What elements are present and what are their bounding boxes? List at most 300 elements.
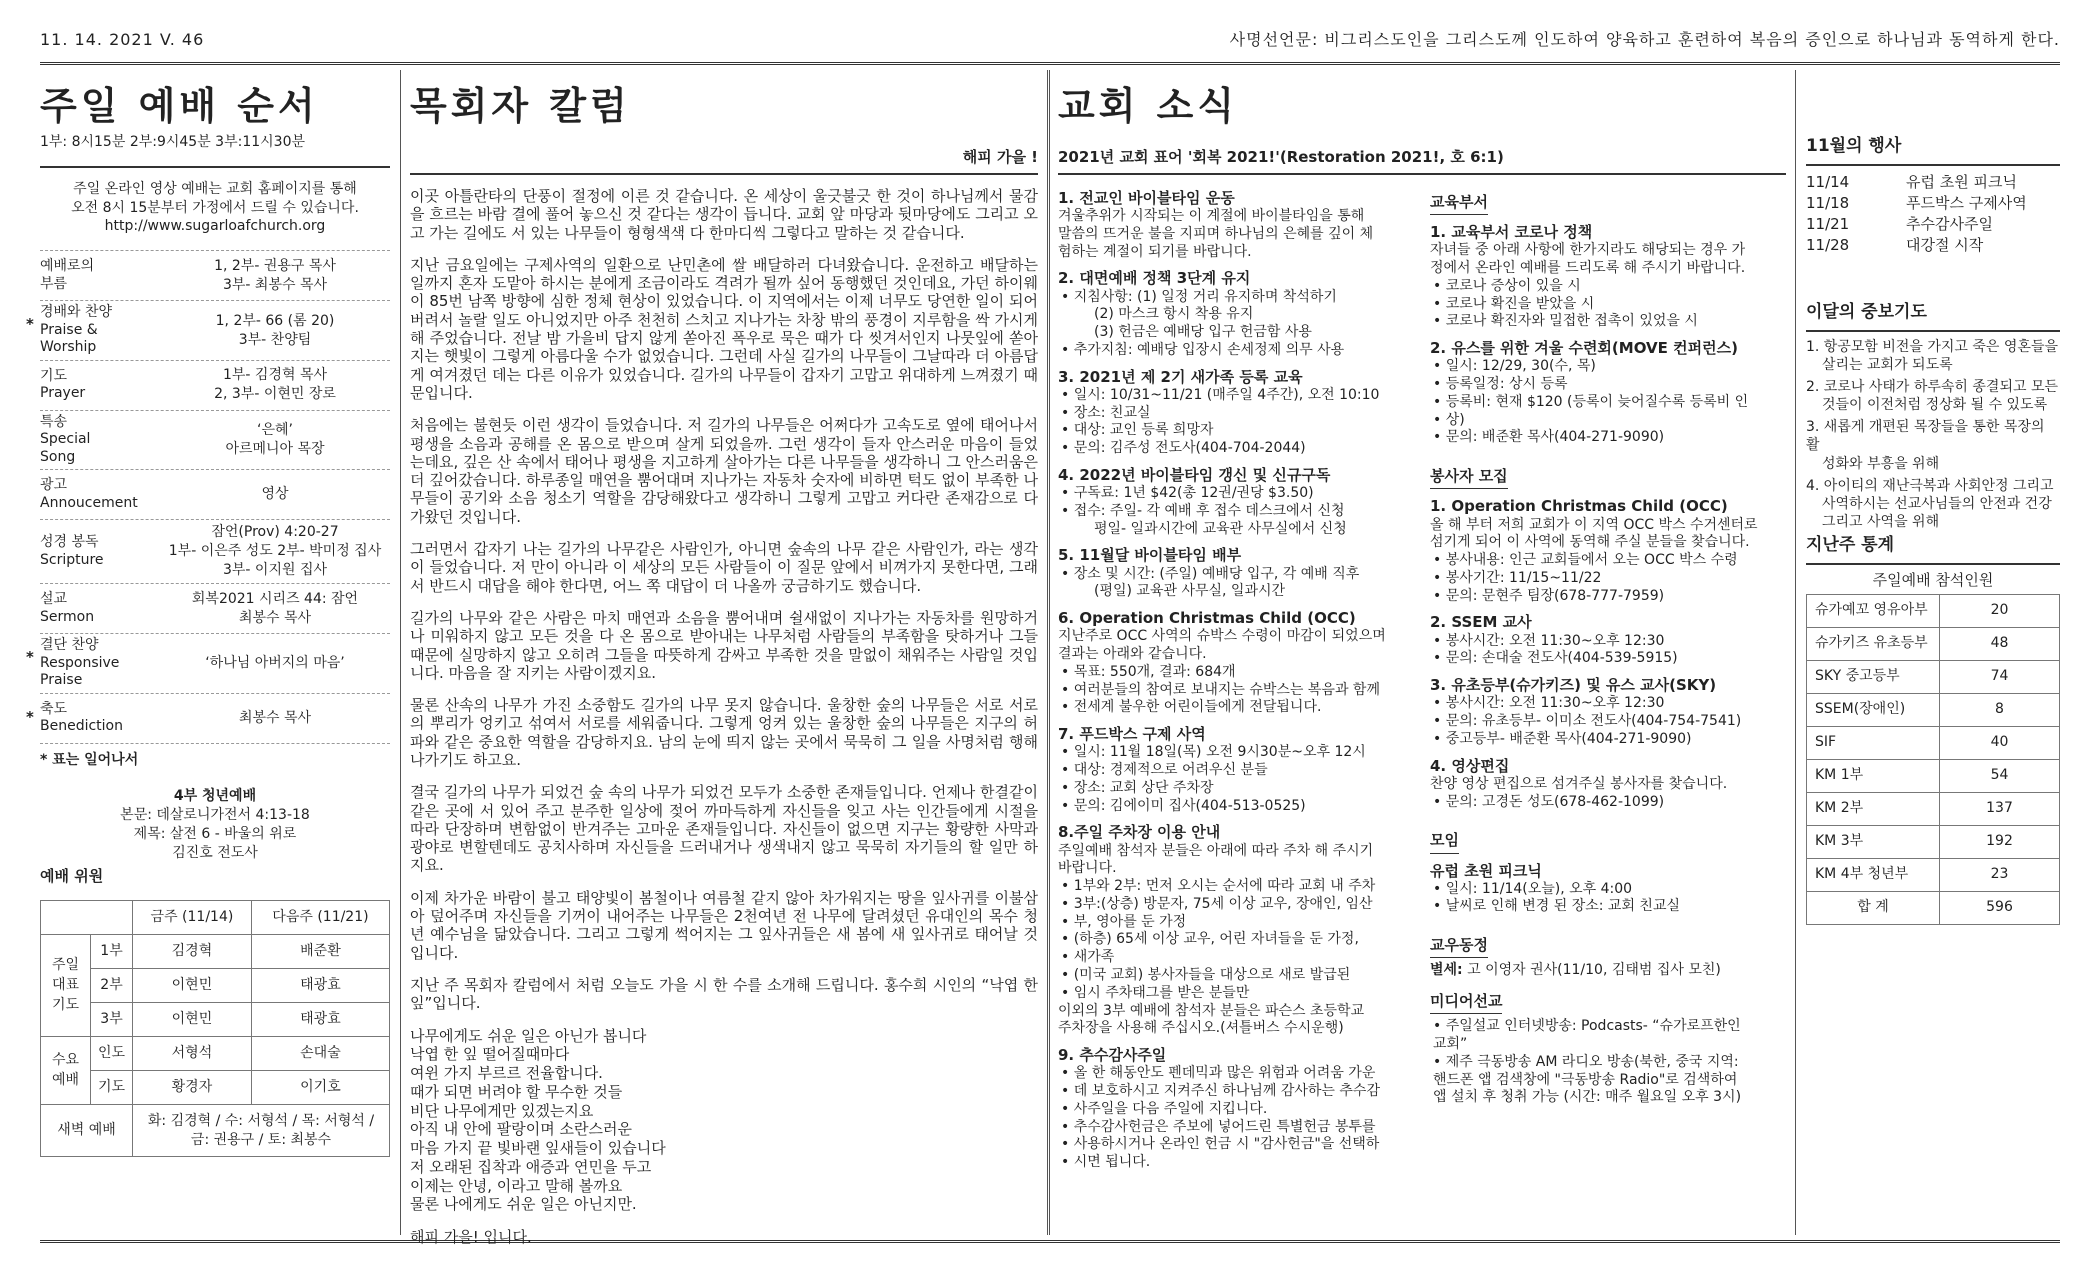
order-value [160,366,390,404]
stats-row [1807,595,2060,628]
news-item-title: 2. 대면예배 정책 3단계 유지 [1058,269,1251,288]
news-group-title: 모임 [1430,831,1459,853]
news-bullet-text: 상) [1445,411,1465,428]
news-bullet: • 지침사항: (1) 일정 거리 유지하며 착석하기 [1061,288,1337,305]
news-bullet-text: 봉사내용: 인근 교회들에서 오는 OCC 박스 수령 [1445,552,1738,569]
news-item-title: 유럽 초원 피크닉 [1430,861,1542,880]
order-value [160,312,390,350]
poem-line: 나무에게도 쉬운 일은 아닌가 봅니다 [410,1026,647,1045]
prayer-line: 성화와 부흥을 위해 [1822,455,1940,472]
prayer-line: 그리고 사역을 위해 [1822,514,1940,531]
church-theme: 2021년 교회 표어 '회복 2021!'(Restoration 2021!, 호 6:1) [1058,147,1504,166]
news-bullet: • 문의: 배준환 목사(404-271-9090) [1433,429,1665,446]
news-bullet-text: 코로나 증상이 있을 시 [1445,277,1581,294]
news-bullet-text: 목표: 550개, 결과: 684개 [1073,663,1236,680]
roles-group-prayer: 주일 대표 기도 [41,935,91,1037]
pastor-column [410,70,1038,1247]
news-text: 험하는 계절이 되기를 바랍니다. [1058,243,1252,260]
top-rule [40,62,2060,65]
news-bullet: • 문의: 고경돈 성도(678-462-1099) [1433,793,1665,810]
order-value-line: 3부- 찬양팀 [238,331,312,348]
news-right [1430,181,1786,1180]
order-value-line: 1부- 김경혁 목사 [222,367,327,384]
news-bullet: • 코로나 확진을 받았을 시 [1433,295,1595,312]
order-label [40,637,160,690]
news-item [1058,189,1416,261]
bottom-rule [40,1240,2060,1243]
order-label-line: Annoucement [40,494,138,511]
order-label-line: 결단 찬양 [40,637,99,654]
stand-marker: * [26,315,34,334]
news-bullet: • 추수감사헌금은 주보에 넣어드린 특별헌금 봉투를 [1061,1118,1376,1135]
roles-cell: 태광효 [251,1003,389,1037]
news-bullet-text: 문의: 김에이미 집사(404-513-0525) [1073,797,1306,814]
news-item-title: 4. 2022년 바이블타임 갱신 및 신규구독 [1058,465,1331,484]
youth-service-line: 김진호 전도사 [172,845,258,862]
news-item [1058,823,1416,1038]
news-bullet-text: 일시: 10/31~11/21 (매주일 4주간), 오전 10:10 [1073,386,1380,403]
order-label-line: 특송 [40,413,68,430]
poem-line: 여윈 가지 부르르 전율합니다. [410,1064,603,1083]
roles-cell: 이현민 [133,969,252,1003]
news-bullet-text: 문의: 고경돈 성도(678-462-1099) [1445,793,1665,810]
media-text: 제주 극동방송 AM 라디오 방송(북한, 중국 지역: [1445,1053,1739,1070]
prayer-line: 2. 코로나 사태가 하루속히 종결되고 모든 [1806,378,2058,395]
news-bullet-text: 봉사시간: 오전 11:30~오후 12:30 [1445,632,1665,649]
stats-name: KM 2부 [1807,793,1940,826]
order-item [26,300,390,360]
news-left [1058,181,1416,1180]
news-bullet: • 일시: 12/29, 30(수, 목) [1433,358,1596,375]
stats-name: 슈가키즈 유초등부 [1807,628,1940,661]
media-text: 앱 설치 후 청취 가능 (시간: 매주 월요일 오후 3시) [1433,1089,1742,1106]
order-value [160,257,390,295]
stats-value: 54 [1940,760,2060,793]
order-label-line: Worship [40,339,97,356]
order-value [160,590,390,628]
column-paragraph: 결국 길가의 나무가 되었건 숲 속의 나무가 되었건 모두가 소중한 존재들입니다. 언제나 한결같이 같은 곳에 서 있어 주고 분주한 일상에 젖어 까마득하게 자신들을 잊고 사는 인간들에게 시절을 따라 단장하며 변함없이 반겨주는 고마운 존재들입니다. 자신들이 없으면 지구는 황량한 사막과 광야로 변할텐데도 공치사하며 자신들을 드러내거나 생색내지 않고 묵묵히 자기들의 할 일만 하지요. [410,783,1038,875]
order-value [160,421,390,459]
prayer-item [1806,378,2060,414]
order-item [40,410,390,470]
events-list [1806,172,2060,256]
news-bullet-text: 장소 및 시간: (주일) 예배당 입구, 각 예배 직후 [1073,565,1360,582]
news-bullet-text: (미국 교회) 봉사자들을 대상으로 새로 발급된 [1073,966,1351,983]
order-label-line: Responsive [40,654,120,671]
news-bullet: • 코로나 확진자와 밀접한 접촉이 있었을 시 [1433,313,1698,330]
news-text: 섬기게 되어 이 사역에 동역해 주실 분들을 찾습니다. [1430,534,1750,551]
stats-row [1807,628,2060,661]
poem [410,1027,1038,1215]
order-item [40,250,390,300]
news-item [1430,223,1786,331]
news-bullet: • 봉사내용: 인근 교회들에서 오는 OCC 박스 수령 [1433,552,1738,569]
roles-part: 1부 [91,935,133,969]
poem-line: 비단 나무에게만 있겠는지요 [410,1101,594,1120]
news-item [1430,862,1786,917]
event-row [1806,214,2060,235]
stats-value: 74 [1940,661,2060,694]
order-label-line: 축도 [40,700,68,717]
column-paragraph: 처음에는 불현듯 이런 생각이 들었습니다. 저 길가의 나무들은 어쩌다가 고속도로 옆에 태어나서 평생을 소음과 공해를 온 몸으로 받으며 살게 되었을까. 그런 생각이 들자 안스러운 마음이 들었는데요, 깊은 산 속에서 태어나 평생을 지고하게 살아가는 다른 나무들을 생각하니 그 안스러움은 더 깊어갔습니다. 하루종일 매연을 뿜어대며 지나가는 자동차 숫자에 비하면 턱도 없이 부족한 나무들이 공기와 소음 청소기 역할을 감당해왔다고 생각하니 그렇게 고맙고 커다란 존재감으로 다가왔던 것입니다. [410,416,1038,526]
divider-1 [400,70,401,1235]
stats-row [1807,727,2060,760]
news-text: 바랍니다. [1058,860,1117,877]
roles-part: 3부 [91,1003,133,1037]
stats-value: 23 [1940,859,2060,892]
stats-total-label: 합 계 [1807,892,1940,925]
news-bullet: • 사용하시거나 온라인 헌금 시 "감사헌금"을 선택하 [1061,1136,1380,1153]
order-label [40,591,160,626]
news-bullet-text: 구독료: 1년 $42(총 12권/권당 $3.50) [1073,485,1314,502]
news-bullet-text: (하층) 65세 이상 교우, 어린 자녀들을 둔 가정, [1073,931,1359,948]
news-bullet: • 여러분들의 참여로 보내지는 슈박스는 복음과 함께 [1061,681,1380,698]
news-bullet-text: 시면 됩니다. [1073,1154,1151,1171]
stats-value: 8 [1940,694,2060,727]
stats-row [1807,661,2060,694]
order-value-line: 잠언(Prov) 4:20-27 [211,524,339,541]
news-bullet-text: 일시: 11/14(오늘), 오후 4:00 [1445,880,1633,897]
news-item-title: 2. SSEM 교사 [1430,613,1532,632]
news-bullet: • 중고등부- 배준환 목사(404-271-9090) [1433,730,1692,747]
stats-total-row [1807,892,2060,925]
news-bullet: • 올 한 해동안도 펜데믹과 많은 위험과 어려움 가운 [1061,1065,1376,1082]
event-date: 11/21 [1806,214,1850,233]
roles-cell: 배준환 [251,935,389,969]
news-bullet-text: 추가지침: 예배당 입장시 손세정제 의무 사용 [1073,341,1345,358]
media-text: 핸드폰 앱 검색창에 "극동방송 Radio"로 검색하여 [1433,1071,1738,1088]
roles-part: 기도 [91,1071,133,1105]
news-item-title: 2. 유스를 위한 겨울 수련회(MOVE 컨퍼런스) [1430,339,1738,358]
order-label-line: 기도 [40,367,68,384]
stats-row [1807,793,2060,826]
stats-total-value: 596 [1940,892,2060,925]
worship-order-column [26,70,390,1235]
order-item [40,583,390,633]
stats-name: SKY 중고등부 [1807,661,1940,694]
events-title: 11월의 행사 [1806,136,1902,156]
news-bullet: • 새가족 [1061,949,1115,966]
order-label [40,368,160,403]
stats-value: 48 [1940,628,2060,661]
event-row [1806,235,2060,256]
news-bullet: • 문의: 김에이미 집사(404-513-0525) [1061,797,1306,814]
news-bullet-text: 대상: 교인 등록 희망자 [1073,422,1214,439]
news-bullet: • 부, 영아를 둔 가정 [1061,913,1187,930]
news-bullet-text: 문의: 문현주 팀장(678-777-7959) [1445,587,1665,604]
news-bullet-text: 일시: 11월 18일(목) 오전 9시30분~오후 12시 [1073,744,1366,761]
prayer-line: 4. 아이티의 재난극복과 사회안정 그리고 [1806,477,2054,494]
website-link[interactable]: http://www.sugarloafchurch.org [104,218,326,235]
stand-marker: * [26,707,34,726]
news-item [1058,546,1416,601]
roles-head-next-week: 다음주 (11/21) [251,901,389,935]
news-group-title: 봉사자 모집 [1430,467,1508,489]
poem-line: 마음 가지 끝 빛바랜 잎새들이 있습니다 [410,1139,666,1158]
stats-row [1807,694,2060,727]
prayer-item [1806,338,2060,374]
order-value-line: 1, 2부- 권용구 목사 [214,257,336,274]
online-notice-line: 오전 8시 15분부터 가정에서 드릴 수 있습니다. [71,199,359,216]
roles-table [40,900,390,1157]
divider-2 [1047,70,1050,1235]
stats-row [1807,859,2060,892]
news-bullet: • 일시: 11월 18일(목) 오전 9시30분~오후 12시 [1061,744,1366,761]
news-bullet: • 문의: 유초등부- 이미소 전도사(404-754-7541) [1433,713,1742,730]
news-bullet-text: 사주일을 다음 주일에 지킵니다. [1073,1100,1268,1117]
order-value-line: 1부- 이은주 성도 2부- 박미정 집사 [168,543,382,560]
order-label-line: Special [40,431,91,448]
prayer-item [1806,418,2060,473]
column-paragraph: 길가의 나무와 같은 사람은 마치 매연과 소음을 뿜어내며 쉴새없이 지나가는 자동차를 원망하거나 미워하지 않고 모든 것을 다 온 몸으로 받아내는 나무처럼 사람들의 부족함을 탓하거나 그들 때문에 실망하지 않고 오히려 그들을 따뜻하게 감싸고 부족한 것을 말없이 채워주는 사람일 것입니다. 마음을 잘 지키는 사람이겠지요. [410,608,1038,682]
prayer-line: 사역하시는 선교사님들의 안전과 건강 [1822,496,2052,512]
order-label [40,304,160,357]
news-bullet-text: 임시 주차태그를 받은 분들만 [1073,984,1250,1001]
news-bullet-text: 전세계 불우한 어린이들에게 전달됩니다. [1073,699,1322,716]
news-item-title: 3. 유초등부(슈가키즈) 및 유스 교사(SKY) [1430,676,1717,695]
order-label-line: Benediction [40,718,123,735]
order-value-line: 영상 [261,486,289,503]
event-date: 11/28 [1806,235,1850,254]
poem-line: 낙엽 한 잎 떨어질때마다 [410,1045,570,1064]
news-item-title: 1. 전교인 바이블타임 운동 [1058,188,1235,207]
column-paragraph: 이곳 아틀란타의 단풍이 절정에 이른 것 같습니다. 온 세상이 울긋불긋 한 것이 하나님께서 물감을 흐르는 바람 결에 풀어 놓으신 것 같다는 생각이 듭니다. 교회 앞 마당과 뒷마당에도 그리고 오고 가는 길에도 서 있는 나무들이 형형색색 다 한마디씩 그렇다고 말하는 것 같습니다. [410,186,1038,242]
order-value-line: 3부- 이지원 집사 [222,562,327,579]
media-line: • 제주 극동방송 AM 라디오 방송(북한, 중국 지역: [1433,1053,1739,1070]
order-item [26,633,390,693]
news-bullet-text: 올 한 해동안도 펜데믹과 많은 위험과 어려움 가운 [1073,1065,1376,1082]
news-bullet-text: 장소: 교회 상단 주차장 [1073,779,1214,796]
event-date: 11/18 [1806,193,1850,212]
column-body [410,187,1038,1013]
news-bullet: • 전세계 불우한 어린이들에게 전달됩니다. [1061,699,1322,716]
pastor-column-subtitle: 해피 가을 ! [962,147,1038,166]
news-bullet-text: 데 보호하시고 지켜주신 하나님께 감사하는 추수감 [1073,1083,1380,1099]
news-bullet-text: 등록비: 현재 $120 (등록이 늦어질수록 등록비 인 [1445,393,1749,410]
prayer-line: 것들이 이전처럼 정상화 될 수 있도록 [1822,397,2048,414]
order-value-line: 회복2021 시리즈 44: 잠언 [191,590,359,607]
news-text: 자녀들 중 아래 사항에 한가지라도 해당되는 경우 가 [1430,242,1746,259]
news-bullet-text: 날씨로 인해 변경 된 장소: 교회 친교실 [1445,898,1680,915]
news-item [1430,339,1786,447]
news-item [1430,757,1786,812]
news-item [1058,609,1416,717]
news-text: 올 해 부터 저희 교회가 이 지역 OCC 박스 수거센터로 [1430,516,1758,533]
news-item [1058,466,1416,538]
stand-note: * 표는 일어나서 [40,751,139,768]
poem-line: 아직 내 안에 팔랑이며 소란스러운 [410,1120,632,1139]
stats-row [1807,760,2060,793]
order-value [160,485,390,504]
news-item [1058,725,1416,815]
news-bullet: • 봉사기간: 11/15~11/22 [1433,569,1602,586]
news-bullet-text: 사용하시거나 온라인 헌금 시 "감사헌금"을 선택하 [1073,1136,1380,1153]
news-item [1430,497,1786,605]
media-text: 주일설교 인터넷방송: Podcasts- “슈가로프한인 [1445,1018,1741,1035]
order-value [160,654,390,673]
news-bullet: • 사주일을 다음 주일에 지킵니다. [1061,1100,1268,1117]
order-item [40,360,390,410]
news-bullet-text: 중고등부- 배준환 목사(404-271-9090) [1445,730,1692,747]
church-news-title: 교회 소식 [1058,84,1239,128]
news-bullet-text: 새가족 [1073,949,1115,966]
order-label-line: 경배와 찬양 [40,304,113,321]
order-label [40,534,160,569]
order-label-line: 성경 봉독 [40,534,99,551]
news-bullet-text: 장소: 친교실 [1073,404,1151,421]
news-bullet: • 봉사시간: 오전 11:30~오후 12:30 [1433,632,1665,649]
pastor-column-title: 목회자 칼럼 [410,84,631,128]
poem-line: 물론 나에게도 쉬운 일은 아닌지만. [410,1195,637,1214]
news-text: 주일예배 참석자 분들은 아래에 따라 주차 해 주시기 [1058,842,1374,859]
news-bullet-text: 여러분들의 참여로 보내지는 슈박스는 복음과 함께 [1073,681,1380,698]
news-bullet-text: 문의: 배준환 목사(404-271-9090) [1445,429,1665,446]
news-bullet: • 봉사시간: 오전 11:30~오후 12:30 [1433,695,1665,712]
news-bullet-text: 봉사기간: 11/15~11/22 [1445,569,1602,586]
news-bullet: • 등록비: 현재 $120 (등록이 늦어질수록 등록비 인 [1433,393,1749,410]
prayer-list [1806,338,2060,532]
order-label-line: Praise [40,672,83,689]
news-sub-line: (3) 헌금은 예배당 입구 헌금함 사용 [1094,324,1312,341]
youth-service-title: 4부 청년예배 [173,788,257,805]
media-line [1430,1036,1786,1054]
sidebar-column [1806,70,2060,1235]
online-notice-line: 주일 온라인 영상 예배는 교회 홈페이지를 통해 [73,180,357,197]
news-item-title: 1. Operation Christmas Child (OCC) [1430,497,1728,516]
mission-statement: 사명선언문: 비그리스도인을 그리스도께 인도하여 양육하고 훈련하여 복음의 증인으로 하나님과 동역하게 한다. [1229,30,2060,49]
news-bullet: • 1부와 2부: 먼저 오시는 순서에 따라 교회 내 주차 [1061,878,1376,895]
event-row [1806,172,2060,193]
news-bullet: • 문의: 문현주 팀장(678-777-7959) [1433,587,1665,604]
news-bullet-text: 부, 영아를 둔 가정 [1073,913,1187,930]
news-bullet-text: 문의: 손대술 전도사(404-539-5915) [1445,650,1678,667]
news-item-title: 4. 영상편집 [1430,756,1510,775]
order-label-line: 설교 [40,591,68,608]
news-item-title: 1. 교육부서 코로나 정책 [1430,223,1593,242]
news-bullet: • 상) [1433,411,1465,428]
news-bullet-text: 등록일정: 상시 등록 [1445,376,1568,393]
news-bullet-text: 문의: 김주성 전도사(404-704-2044) [1073,440,1306,457]
roles-cell: 서형석 [133,1037,252,1071]
order-item [26,693,390,743]
news-bullet: • 날씨로 인해 변경 된 장소: 교회 친교실 [1433,898,1680,915]
news-bullet: • (미국 교회) 봉사자들을 대상으로 새로 발급된 [1061,966,1351,983]
stats-name: 슈가예꼬 영유아부 [1807,595,1940,628]
order-value-line: 3부- 최봉수 목사 [222,276,327,293]
order-value-line: 아르메니아 목장 [225,441,325,458]
roles-group-wednesday: 수요 예배 [41,1037,91,1105]
church-news-column [1058,70,1786,1235]
youth-service-line: 제목: 살전 6 - 바울의 위로 [133,826,297,843]
news-bullet-text: 대상: 경제적으로 어려우신 분들 [1073,762,1268,779]
order-label-line: 부름 [40,275,68,292]
news-bullet-text: 접수: 주일- 각 예배 후 접수 데스크에서 신청 [1073,502,1345,519]
news-bullet-text: 봉사시간: 오전 11:30~오후 12:30 [1445,695,1665,712]
stats-value: 192 [1940,826,2060,859]
prayer-title: 이달의 중보기도 [1806,301,1927,322]
order-list [26,250,390,742]
news-bullet-text: 코로나 확진을 받았을 시 [1445,295,1595,312]
order-item [40,469,390,519]
roles-dawn-line: 금: 권용구 / 토: 최봉수 [190,1131,332,1148]
news-text: 정에서 온라인 예배를 드리도록 해 주시기 바랍니다. [1430,260,1746,277]
news-sub-line: (2) 마스크 항시 착용 유지 [1094,306,1254,323]
news-item-title: 8.주일 주차장 이용 안내 [1058,823,1221,842]
divider-3 [1795,70,1796,1235]
top-bar [40,30,2060,56]
news-bullet: • (하층) 65세 이상 교우, 어린 자녀들을 둔 가정, [1061,931,1359,948]
stats-value: 137 [1940,793,2060,826]
roles-dawn-label: 새벽 예배 [41,1105,133,1157]
news-bullet-text: 일시: 12/29, 30(수, 목) [1445,358,1596,375]
news-bullet: • 구독료: 1년 $42(총 12권/권당 $3.50) [1061,485,1314,502]
stats-value: 20 [1940,595,2060,628]
column-paragraph: 물론 산속의 나무가 가진 소중함도 길가의 나무 못지 않습니다. 울창한 숲의 나무들은 서로 서로의 뿌리가 엉키고 섞여서 서로를 세워줍니다. 그렇게 엉켜 있는 울창한 숲의 나무들은 지구의 허파와 같은 중요한 역할을 감당하지요. 남의 눈에 띄지 않는 곳에서 묵묵히 그 일을 사명처럼 행해 나가기도 하고요. [410,696,1038,769]
news-text: 겨울추위가 시작되는 이 계절에 바이블타임을 통해 [1058,208,1365,225]
stats-name: KM 3부 [1807,826,1940,859]
order-value-line: 1, 2부- 66 (롬 20) [215,312,335,329]
poem-line: 저 오래된 집착과 애증과 연민을 두고 [410,1157,652,1176]
news-text: 결과는 아래와 같습니다. [1058,646,1207,663]
news-item-title: 7. 푸드박스 구제 사역 [1058,725,1206,744]
news-bullet: • 장소: 친교실 [1061,404,1151,421]
news-bullet: • 데 보호하시고 지켜주신 하나님께 감사하는 추수감 [1061,1083,1380,1099]
event-name: 대강절 시작 [1906,235,1984,254]
event-name: 푸드박스 구제사역 [1906,193,2027,212]
column-paragraph: 그러면서 갑자기 나는 길가의 나무같은 사람인가, 아니면 숲속의 나무 같은 사람인가, 라는 생각이 들었습니다. 저 만이 아니라 이 세상의 모든 사람들이 이 질문 앞에서 비껴가지 못한다면, 그래서 반드시 대답을 해야 한다면, 어느 쪽 대답이 더 나올까 궁금하기도 했습니다. [410,540,1038,595]
news-bullet: • 시면 됩니다. [1061,1154,1151,1171]
news-text: 지난주로 OCC 사역의 슈박스 수령이 마감이 되었으며 [1058,628,1386,645]
roles-dawn-value [133,1105,390,1157]
news-bullet: • 대상: 경제적으로 어려우신 분들 [1061,762,1268,779]
member-news [1430,962,1786,980]
prayer-line: 살리는 교회가 되도록 [1822,356,1953,373]
news-bullet: • 3부:(상층) 방문자, 75세 이상 교우, 장애인, 임산 [1061,895,1373,912]
order-label [40,414,160,467]
roles-title: 예배 위원 [40,867,104,886]
member-news-label: 별세: [1430,962,1463,979]
news-item-title: 3. 2021년 제 2기 새가족 등록 교육 [1058,367,1303,386]
roles-cell: 태광효 [251,969,389,1003]
news-bullet: • 대상: 교인 등록 희망자 [1061,422,1214,439]
news-item [1430,613,1786,668]
news-bullet-text: 추수감사헌금은 주보에 넣어드린 특별헌금 봉투를 [1073,1118,1376,1135]
service-times: 1부: 8시15분 2부:9시45분 3부:11시30분 [40,133,306,150]
order-label-line: 광고 [40,477,68,494]
news-bullet: • 문의: 손대술 전도사(404-539-5915) [1433,650,1678,667]
news-bullet: • 코로나 증상이 있을 시 [1433,277,1581,294]
order-value-line: ‘하나님 아버지의 마음’ [205,654,345,671]
order-value-line: 최봉수 목사 [238,709,312,726]
news-sub-line: (평일) 교육관 사무실, 일과시간 [1094,583,1286,600]
roles-cell: 이현민 [133,1003,252,1037]
column-closing: 해피 가을! 입니다. [410,1228,532,1247]
order-value-line: 2, 3부- 이현민 장로 [214,386,336,403]
order-item [40,519,390,583]
news-bullet: • 장소 및 시간: (주일) 예배당 입구, 각 예배 직후 [1061,565,1360,582]
online-notice [40,180,390,237]
roles-head-this-week: 금주 (11/14) [133,901,252,935]
event-date: 11/14 [1806,172,1850,191]
event-row [1806,193,2060,214]
news-bullet: • 장소: 교회 상단 주차장 [1061,779,1214,796]
news-bullet: • 등록일정: 상시 등록 [1433,376,1568,393]
order-label-line: Scripture [40,551,104,568]
news-bullet: • 목표: 550개, 결과: 684개 [1061,663,1236,680]
stats-value: 40 [1940,727,2060,760]
news-bullet: • 추가지침: 예배당 입장시 손세정제 의무 사용 [1061,341,1345,358]
poem-line: 이제는 안녕, 이라고 말해 볼까요 [410,1176,623,1195]
